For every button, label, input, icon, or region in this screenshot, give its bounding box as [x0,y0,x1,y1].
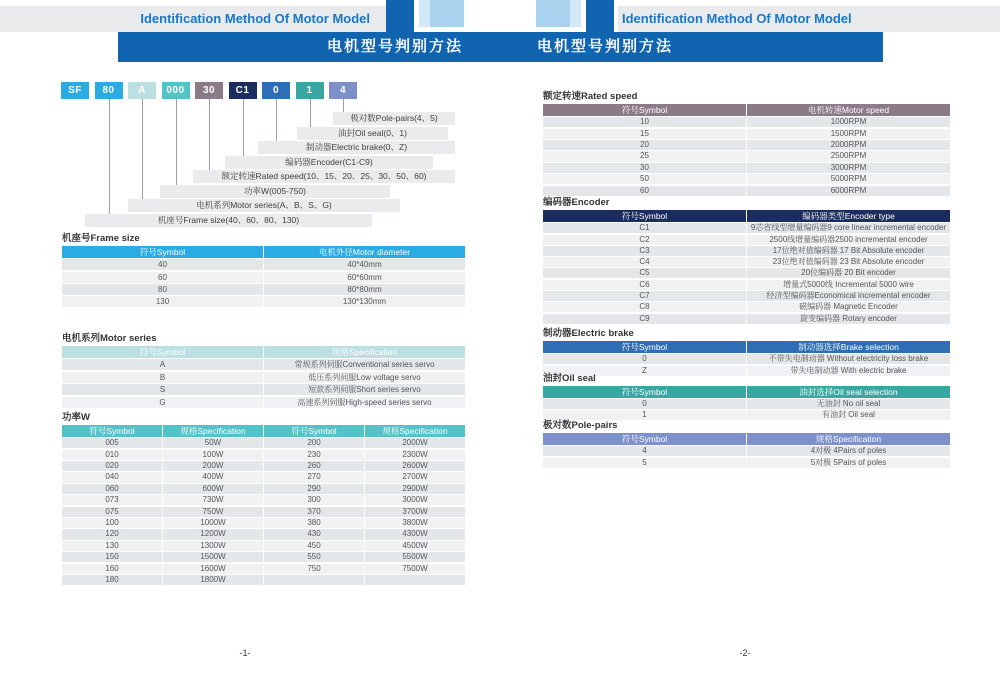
table-row [543,446,950,456]
table-cell: B [62,372,263,383]
table-cell: 20 [543,140,746,150]
table-header-row [62,346,465,358]
connector-line [176,99,177,185]
table-cell: 50 [543,174,746,184]
model-code-box-9: 4 [329,82,357,99]
model-code-box-7: 0 [262,82,290,99]
table-cell: 20位编码器 20 Bit encoder [747,268,950,278]
code-label-row: 编码器Encoder(C1-C9) [225,156,433,169]
table-cell: 旋变编码器 Rotary encoder [747,314,950,324]
table-row [543,354,950,364]
connector-line [142,99,143,199]
table-row [62,518,465,528]
table-header-cell: 符号Symbol [543,210,746,222]
table-row [62,450,465,460]
spec-table-rated-speed [543,91,950,196]
table-cell: 15 [543,129,746,139]
table-row [543,174,950,184]
table-cell: 2000W [365,438,465,448]
table-header-row [543,433,950,445]
table-cell: 130 [62,296,263,307]
table-row [543,399,950,409]
table-row [62,529,465,539]
table-cell: 1300W [163,541,263,551]
table-cell: 17位绝对值编码器 17 Bit Absolute encoder [747,246,950,256]
table-cell: 1 [543,410,746,420]
table-row [543,268,950,278]
table-cell: 不带失电制动器 Without electricity loss brake [747,354,950,364]
table-cell: 4500W [365,541,465,551]
table-row [543,314,950,324]
table-cell: 2600W [365,461,465,471]
connector-line [109,99,110,214]
table-cell: 7500W [365,564,465,574]
connector-line [243,99,244,156]
table-cell: C5 [543,268,746,278]
table-cell: 1800W [163,575,263,585]
code-label-row: 机座号Frame size(40、60、80、130) [85,214,372,227]
table-header-row [543,341,950,353]
table-title: 电机系列Motor series [62,333,157,344]
table-cell: 3800W [365,518,465,528]
table-cell: G [62,397,263,408]
table-cell: 270 [264,472,364,482]
table-cell: 磁编码器 Magnetic Encoder [747,302,950,312]
table-cell: 260 [264,461,364,471]
table-cell: 2700W [365,472,465,482]
table-cell: 4对极 4Pairs of poles [747,446,950,456]
table-row [543,291,950,301]
table-cell: 5对极 5Pairs of poles [747,458,950,468]
model-code-box-5: 30 [195,82,223,99]
table-row [543,458,950,468]
table-cell: 80*80mm [264,284,465,295]
table-cell: 060 [62,484,162,494]
code-label-row: 极对数Pole-pairs(4、5) [333,112,455,125]
table-cell: 高速系列伺服High-speed series servo [264,397,465,408]
code-label-row: 油封Oil seal(0、1) [297,127,448,140]
table-cell: 2900W [365,484,465,494]
table-row [543,257,950,267]
model-code-box-8: 1 [296,82,324,99]
table-cell: 4300W [365,529,465,539]
table-title: 编码器Encoder [543,197,610,208]
table-cell: 增量式5000线 Incremental 5000 wire [747,280,950,290]
table-cell: 1000RPM [747,117,950,127]
table-header-cell: 规格Specification [365,425,465,437]
table-cell: 经济型编码器Economical incremental encoder [747,291,950,301]
spec-table-electric-brake [543,328,950,376]
table-title: 油封Oil seal [543,373,596,384]
table-cell: 750 [264,564,364,574]
table-row [543,140,950,150]
table-cell: 600W [163,484,263,494]
table-cell: 2500线增量编码器2500 incremental encoder [747,235,950,245]
connector-line [209,99,210,170]
page-title-en-left: Identification Method Of Motor Model [140,11,370,26]
table-header-cell: 符号Symbol [62,346,263,358]
table-cell: 040 [62,472,162,482]
table-row [62,372,465,383]
table-cell [264,575,364,585]
table-cell: 020 [62,461,162,471]
header-accent-light-left [430,0,464,27]
table-header-cell: 规格Specification [163,425,263,437]
spec-table-encoder [543,197,950,324]
table-cell: 1000W [163,518,263,528]
table-cell: 60 [543,186,746,196]
table-cell: 160 [62,564,162,574]
page-title-en-right: Identification Method Of Motor Model [622,11,852,26]
table-cell: 1500RPM [747,129,950,139]
model-code-box-6: C1 [229,82,257,99]
table-cell: C4 [543,257,746,267]
table-header-row [543,210,950,222]
table-cell: 带失电制动器 With electric brake [747,366,950,376]
table-cell: 2000RPM [747,140,950,150]
code-label-row: 电机系列Motor series(A、B、S、G) [128,199,400,212]
spec-table-pole-pairs [543,420,950,468]
table-cell: 无油封 No oil seal [747,399,950,409]
page-number-right: -2- [739,648,751,658]
table-cell: 25 [543,151,746,161]
table-row [543,302,950,312]
spec-table-oil-seal [543,373,950,420]
table-header-cell: 符号Symbol [62,246,263,258]
table-row [62,575,465,585]
table-title: 机座号Frame size [62,233,140,244]
table-cell: 1600W [163,564,263,574]
table-cell: C9 [543,314,746,324]
table-row [62,552,465,562]
spec-table-power [62,412,465,585]
table-cell: C8 [543,302,746,312]
table-header-cell: 规格Specification [264,346,465,358]
model-code-box-4: 000 [162,82,190,99]
table-cell: 1200W [163,529,263,539]
table-cell: 0 [543,399,746,409]
table-header-row [543,386,950,398]
table-cell: 5500W [365,552,465,562]
table-row [62,507,465,517]
table-row [62,384,465,395]
table-row [62,564,465,574]
table-header-cell: 制动器选择Brake selection [747,341,950,353]
table-cell: 1500W [163,552,263,562]
code-label-row: 功率W(005-750) [160,185,390,198]
table-cell: C2 [543,235,746,245]
table-cell: 300 [264,495,364,505]
table-title: 功率W [62,412,90,423]
table-cell: 10 [543,117,746,127]
table-cell: 010 [62,450,162,460]
table-cell: 4 [543,446,746,456]
header-accent-light-right [536,0,570,27]
table-cell: 230 [264,450,364,460]
model-code-box-1: SF [61,82,89,99]
connector-line [343,99,344,112]
spec-table-frame-size [62,233,465,307]
table-row [543,223,950,233]
table-cell: 750W [163,507,263,517]
table-header-cell: 符号Symbol [543,341,746,353]
table-cell: 3700W [365,507,465,517]
table-cell: 370 [264,507,364,517]
table-cell: 380 [264,518,364,528]
table-cell [365,575,465,585]
table-cell: 3000W [365,495,465,505]
table-header-cell: 油封选择Oil seal selection [747,386,950,398]
table-row [62,438,465,448]
table-cell: 120 [62,529,162,539]
table-header-cell: 编码器类型Encoder type [747,210,950,222]
table-title: 额定转速Rated speed [543,91,638,102]
table-cell: 有油封 Oil seal [747,410,950,420]
header-accent-pale-right [570,0,581,27]
table-header-cell: 规格Specification [747,433,950,445]
table-cell: 40 [62,259,263,270]
table-cell: 30 [543,163,746,173]
table-header-row [62,425,465,437]
table-title: 制动器Electric brake [543,328,634,339]
table-cell: C3 [543,246,746,256]
table-cell: 430 [264,529,364,539]
table-title: 极对数Pole-pairs [543,420,618,431]
code-label-row: 额定转速Rated speed(10、15、20、25、30、50、60) [193,170,455,183]
table-row [543,280,950,290]
table-cell: 2500RPM [747,151,950,161]
table-cell: S [62,384,263,395]
table-cell: 40*40mm [264,259,465,270]
table-cell: 23位绝对值编码器 23 Bit Absolute encoder [747,257,950,267]
table-cell: A [62,359,263,370]
table-cell: 80 [62,284,263,295]
table-cell: 100W [163,450,263,460]
table-row [62,284,465,295]
model-code-box-2: 80 [95,82,123,99]
table-cell: Z [543,366,746,376]
table-cell: 低压系列伺服Low voltage servo [264,372,465,383]
table-cell: 130 [62,541,162,551]
table-row [543,246,950,256]
table-cell: C6 [543,280,746,290]
table-cell: 6000RPM [747,186,950,196]
table-cell: 550 [264,552,364,562]
header-accent-dark-right [586,0,614,32]
table-cell: C7 [543,291,746,301]
model-code-box-3: A [128,82,156,99]
table-cell: 400W [163,472,263,482]
table-header-row [543,104,950,116]
table-cell: 290 [264,484,364,494]
table-row [62,461,465,471]
table-cell: 730W [163,495,263,505]
page-title-cn-left: 电机型号判别方法 [326,38,463,55]
table-row [543,410,950,420]
table-cell: 450 [264,541,364,551]
header-accent-pale-left [419,0,430,27]
connector-line [310,99,311,127]
table-row [62,541,465,551]
table-row [62,495,465,505]
table-cell: 5 [543,458,746,468]
table-cell: 常规系列伺服Conventional series servo [264,359,465,370]
table-cell: 60*60mm [264,272,465,283]
table-cell: 075 [62,507,162,517]
table-row [543,186,950,196]
table-cell: 180 [62,575,162,585]
table-cell: 200 [264,438,364,448]
table-row [62,259,465,270]
table-cell: 150 [62,552,162,562]
table-header-cell: 符号Symbol [543,433,746,445]
table-row [62,272,465,283]
table-header-row [62,246,465,258]
table-header-cell: 符号Symbol [543,386,746,398]
table-cell: 073 [62,495,162,505]
table-cell: 50W [163,438,263,448]
table-header-cell: 电机转速Motor speed [747,104,950,116]
table-header-cell: 符号Symbol [62,425,162,437]
table-cell: 130*130mm [264,296,465,307]
table-cell: 0 [543,354,746,364]
table-row [62,359,465,370]
table-cell: 5000RPM [747,174,950,184]
table-row [62,472,465,482]
table-row [62,296,465,307]
table-cell: 短款系列伺服Short series servo [264,384,465,395]
connector-line [276,99,277,141]
page-number-left: -1- [239,648,251,658]
table-cell: 005 [62,438,162,448]
table-cell: 2300W [365,450,465,460]
table-cell: 100 [62,518,162,528]
table-row [543,129,950,139]
page-title-cn-right: 电机型号判别方法 [537,38,674,55]
header-accent-dark-left [386,0,414,32]
table-row [543,117,950,127]
table-cell: 9芯省线型增量编码器9 core linear incremental encoder [747,223,950,233]
code-label-row: 制动器Electric brake(0、Z) [258,141,455,154]
table-header-cell: 符号Symbol [264,425,364,437]
table-header-cell: 电机外径Motor diameter [264,246,465,258]
table-header-cell: 符号Symbol [543,104,746,116]
table-cell: 60 [62,272,263,283]
table-row [62,397,465,408]
table-row [543,235,950,245]
table-cell: 3000RPM [747,163,950,173]
header-banner [118,32,883,62]
table-row [543,163,950,173]
spec-table-motor-series [62,333,465,408]
table-row [62,484,465,494]
table-cell: 200W [163,461,263,471]
table-cell: C1 [543,223,746,233]
table-row [543,151,950,161]
